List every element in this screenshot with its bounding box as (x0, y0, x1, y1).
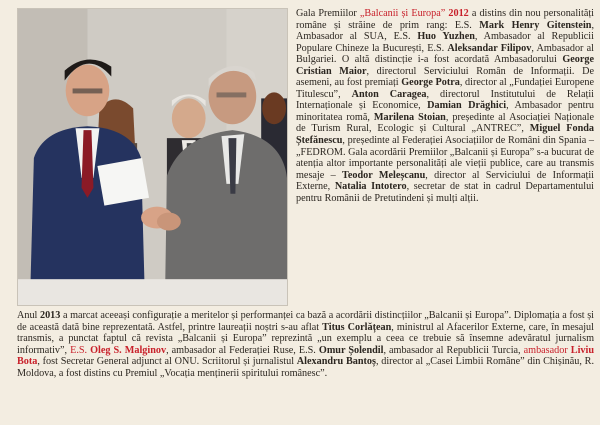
paragraph1-bold-name: Anton Caragea (351, 88, 427, 100)
article-paragraph-1 (296, 8, 594, 204)
paragraph1-text-run: , Ambasador al Republicii Populare Chineze la București, E.S. (296, 31, 594, 54)
paragraph2-bold-name: Oleg S. Malginov (90, 344, 167, 356)
paragraph1-text-run: , Ambasador pentru minoritatea romă, (296, 100, 594, 123)
paragraph2-text-run: , ambasador al Republicii Turcia, (383, 344, 524, 356)
paragraph1-text-run: , secretar de stat in cadrul Departamentului pentru Românii de Pretutindeni și mulți alții. (296, 181, 595, 204)
paragraph1-text-run: , președinte al Federației Asociațiilor de Români din Spania – „FEDROM. Gala acordării Premiilor „Balcanii și Europa” s-a bucurat de atenția altor importante personalități ale vieții publice, care au transmis mesaje – (296, 135, 594, 181)
paragraph1-bold-name: George Cristian Maior (296, 54, 594, 77)
paragraph1-text-run: , director al „Fundației Europene Titulescu”, (296, 77, 594, 100)
handshake-photo-illustration (18, 9, 287, 305)
paragraph2-text-run: , director al „Casei Limbii Române” din Chișinău, R. Moldova, a fost distins cu Premiul „Vocația menținerii spiritului românesc”. (17, 356, 594, 379)
paragraph2-bold-name: Titus Corlățean (322, 321, 392, 333)
paragraph1-bold-name: Damian Drăghici (427, 100, 507, 112)
paragraph1-text-run: , directorul Serviciului Român de Informații. De asemeni, au fost premiați (296, 65, 595, 89)
paragraph2-text-run: , fost Secretar General adjunct al ONU. Scriitorul și jurnalistul (37, 356, 297, 368)
article-paragraph-2 (17, 310, 594, 379)
paragraph2-text-run: E.S. (70, 344, 91, 356)
paragraph1-text-run: Gala Premiilor (296, 8, 360, 19)
paragraph1-bold-name: Mark Henry Gitenstein (479, 19, 592, 31)
paragraph2-bold-name: Omur Șolendil (318, 344, 384, 356)
paragraph1-bold-name: Miguel Fonda Ștefănescu (296, 123, 594, 147)
paragraph1-text-run: , director al Serviciului de Informații Externe, (296, 169, 594, 193)
paragraph2-bold-name: Liviu Bota (17, 344, 594, 368)
paragraph1-text-run: , directorul Institutului de Relații Internaționale și Economice, (296, 88, 595, 112)
paragraph2-bold-name: 2013 (39, 310, 61, 321)
paragraph1-text-run: , președinte al Asociației Naționale de Turism Rural, Ecologic și Cultural „ANTREC”, (296, 111, 595, 135)
paragraph1-text-run: , Ambasador al Bulgariei. O altă distincție i-a fost acordată Ambasadorului (296, 42, 594, 66)
paragraph1-bold-name: 2012 (448, 8, 469, 19)
paragraph1-bold-name: George Potra (401, 77, 460, 89)
paragraph2-text-run: Anul (17, 310, 40, 321)
paragraph1-bold-name: Huo Yuzhen (417, 31, 475, 43)
paragraph1-bold-name: Natalia Intotero (334, 181, 407, 193)
paragraph2-bold-name: Alexandru Bantoș (296, 356, 376, 368)
paragraph1-text-run: a distins din nou personalități române și străine de prim rang: E.S. (296, 8, 595, 31)
paragraph-2-text (17, 310, 594, 379)
paragraph1-text-run: , Ambasador al SUA, E.S. (296, 19, 594, 43)
paragraph2-text-run: ambasador (523, 344, 571, 356)
paragraph1-bold-name: Aleksandar Filipov (447, 42, 532, 54)
paragraph2-text-run: a marcat aceeași configurație a meritelor și performanței ca bază a acordării distincțiilor „Balcanii și Europa”. Diplomația a fost și de această dată bine reprezentată. Astfel, printre laureații noștri s-au aflat (17, 310, 595, 333)
paragraph2-text-run: , ambasador al Federației Ruse, E.S. (166, 344, 319, 356)
award-ceremony-photo (17, 8, 288, 306)
paragraph2-text-run: , ministrul al Afacerilor Externe, care, în mesajul transmis, a punctat faptul că revista „Balcanii și Europa” reprezintă „un exemplu a ceea ce trebuie să însemne adevăratul jurnalism informativ”, (17, 321, 594, 356)
paragraph1-bold-name: Teodor Meleșcanu (341, 169, 426, 181)
paragraph-1-text (296, 8, 594, 204)
paragraph1-bold-name: Marilena Stoian (373, 111, 446, 123)
paragraph1-text-run: „Balcanii și Europa” (359, 8, 446, 19)
